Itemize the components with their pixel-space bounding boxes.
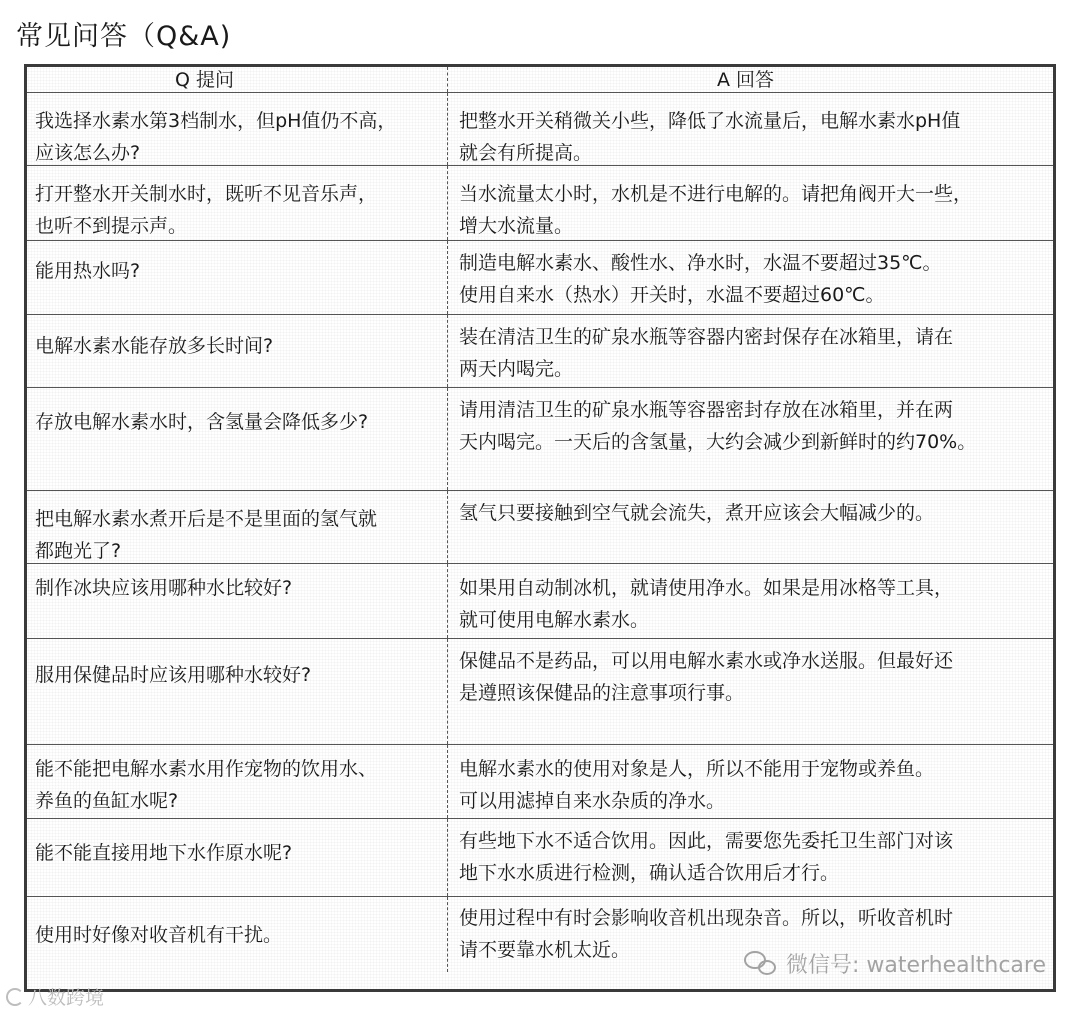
wechat-icon: [744, 951, 778, 977]
question-line: 应该怎么办?: [35, 142, 141, 164]
column-divider: [447, 491, 448, 563]
answer-cell: [459, 315, 1051, 385]
answer-line: 是遵照该保健品的注意事项行事。: [459, 682, 745, 704]
question-cell: [35, 388, 441, 438]
answer-line: 有些地下水不适合饮用。因此，需要您先委托卫生部门对该: [459, 830, 954, 852]
column-divider: [447, 897, 448, 972]
wechat-watermark: [744, 948, 1046, 979]
answer-line: 就会有所提高。: [459, 142, 593, 164]
answer-cell: [459, 166, 1051, 242]
answer-line: 装在清洁卫生的矿泉水瓶等容器内密封保存在冰箱里，请在: [459, 326, 954, 348]
answer-cell: [459, 93, 1051, 169]
answer-line: 使用过程中有时会影响收音机出现杂音。所以，听收音机时: [459, 907, 954, 929]
source-watermark-text: 八数跨境: [28, 987, 105, 1009]
answer-line: 当水流量太小时，水机是不进行电解的。请把角阀开大一些，: [459, 183, 973, 205]
question-line: 我选择水素水第3档制水，但pH值仍不高，: [35, 110, 397, 132]
column-divider: [447, 93, 448, 165]
question-cell: [35, 93, 441, 169]
answer-line: 氢气只要接触到空气就会流失，煮开应该会大幅减少的。: [459, 502, 935, 524]
question-cell: [35, 491, 441, 567]
column-divider: [447, 564, 448, 638]
answer-line: 增大水流量。: [459, 215, 574, 237]
answer-line: 就可使用电解水素水。: [459, 609, 650, 631]
question-line: 能不能直接用地下水作原水呢?: [35, 842, 293, 864]
column-divider: [447, 388, 448, 490]
watermark-text: 微信号: waterhealthcare: [785, 953, 1046, 978]
answer-line: 如果用自动制冰机，就请使用净水。如果是用冰格等工具，: [459, 577, 954, 599]
table-row: [27, 491, 1053, 564]
question-line: 使用时好像对收音机有干扰。: [35, 924, 283, 946]
table-row: [27, 819, 1053, 897]
question-line: 都跑光了?: [35, 540, 122, 562]
question-line: 服用保健品时应该用哪种水较好?: [35, 664, 312, 686]
answer-line: 保健品不是药品，可以用电解水素水或净水送服。但最好还: [459, 650, 954, 672]
question-line: 能用热水吗?: [35, 260, 141, 282]
column-divider: [447, 745, 448, 818]
answer-line: 电解水素水的使用对象是人，所以不能用于宠物或养鱼。: [459, 758, 935, 780]
question-line: 也听不到提示声。: [35, 215, 188, 237]
header-answer: A 回答: [717, 69, 775, 91]
qa-table: [24, 64, 1056, 992]
table-row: [27, 388, 1053, 491]
question-cell: [35, 564, 441, 604]
table-row: [27, 241, 1053, 315]
question-cell: [35, 639, 441, 691]
answer-cell: [459, 639, 1051, 709]
question-cell: [35, 241, 441, 287]
answer-line: 两天内喝完。: [459, 358, 574, 380]
column-divider: [447, 241, 448, 314]
question-line: 能不能把电解水素水用作宠物的饮用水、: [35, 758, 378, 780]
question-line: 存放电解水素水时，含氢量会降低多少?: [35, 411, 369, 433]
answer-line: 天内喝完。一天后的含氢量，大约会减少到新鲜时的约70%。: [459, 431, 977, 453]
answer-cell: [459, 745, 1051, 817]
question-line: 把电解水素水煮开后是不是里面的氢气就: [35, 508, 378, 530]
table-row: [27, 564, 1053, 639]
question-cell: [35, 166, 441, 242]
answer-cell: [459, 388, 1051, 458]
column-divider: [447, 819, 448, 896]
header-question: Q 提问: [175, 69, 234, 91]
column-divider: [447, 639, 448, 744]
answer-cell: [459, 241, 1051, 311]
swirl-icon: [6, 988, 24, 1006]
answer-line: 制造电解水素水、酸性水、净水时，水温不要超过35℃。: [459, 252, 942, 274]
question-line: 电解水素水能存放多长时间?: [35, 335, 274, 357]
answer-line: 地下水水质进行检测，确认适合饮用后才行。: [459, 862, 840, 884]
table-header-row: [27, 67, 1053, 93]
page-title: 常见问答（Q&A): [16, 21, 232, 52]
answer-cell: [459, 491, 1051, 529]
table-row: [27, 315, 1053, 388]
question-cell: [35, 897, 441, 951]
question-line: 打开整水开关制水时，既听不见音乐声，: [35, 183, 378, 205]
table-row: [27, 639, 1053, 745]
answer-cell: [459, 819, 1051, 889]
answer-line: 使用自来水（热水）开关时，水温不要超过60℃。: [459, 284, 885, 306]
question-line: 养鱼的鱼缸水呢?: [35, 790, 179, 812]
table-row: [27, 745, 1053, 819]
table-row: [27, 93, 1053, 166]
answer-line: 可以用滤掉自来水杂质的净水。: [459, 790, 726, 812]
question-cell: [35, 315, 441, 362]
question-line: 制作冰块应该用哪种水比较好?: [35, 577, 293, 599]
table-row: [27, 166, 1053, 241]
column-divider: [447, 315, 448, 387]
answer-line: 把整水开关稍微关小些，降低了水流量后，电解水素水pH值: [459, 110, 961, 132]
answer-cell: [459, 564, 1051, 636]
question-cell: [35, 819, 441, 869]
column-divider: [447, 166, 448, 240]
answer-line: 请用清洁卫生的矿泉水瓶等容器密封存放在冰箱里，并在两: [459, 399, 954, 421]
question-cell: [35, 745, 441, 817]
source-watermark: [6, 983, 104, 1010]
answer-line: 请不要靠水机太近。: [459, 939, 631, 961]
